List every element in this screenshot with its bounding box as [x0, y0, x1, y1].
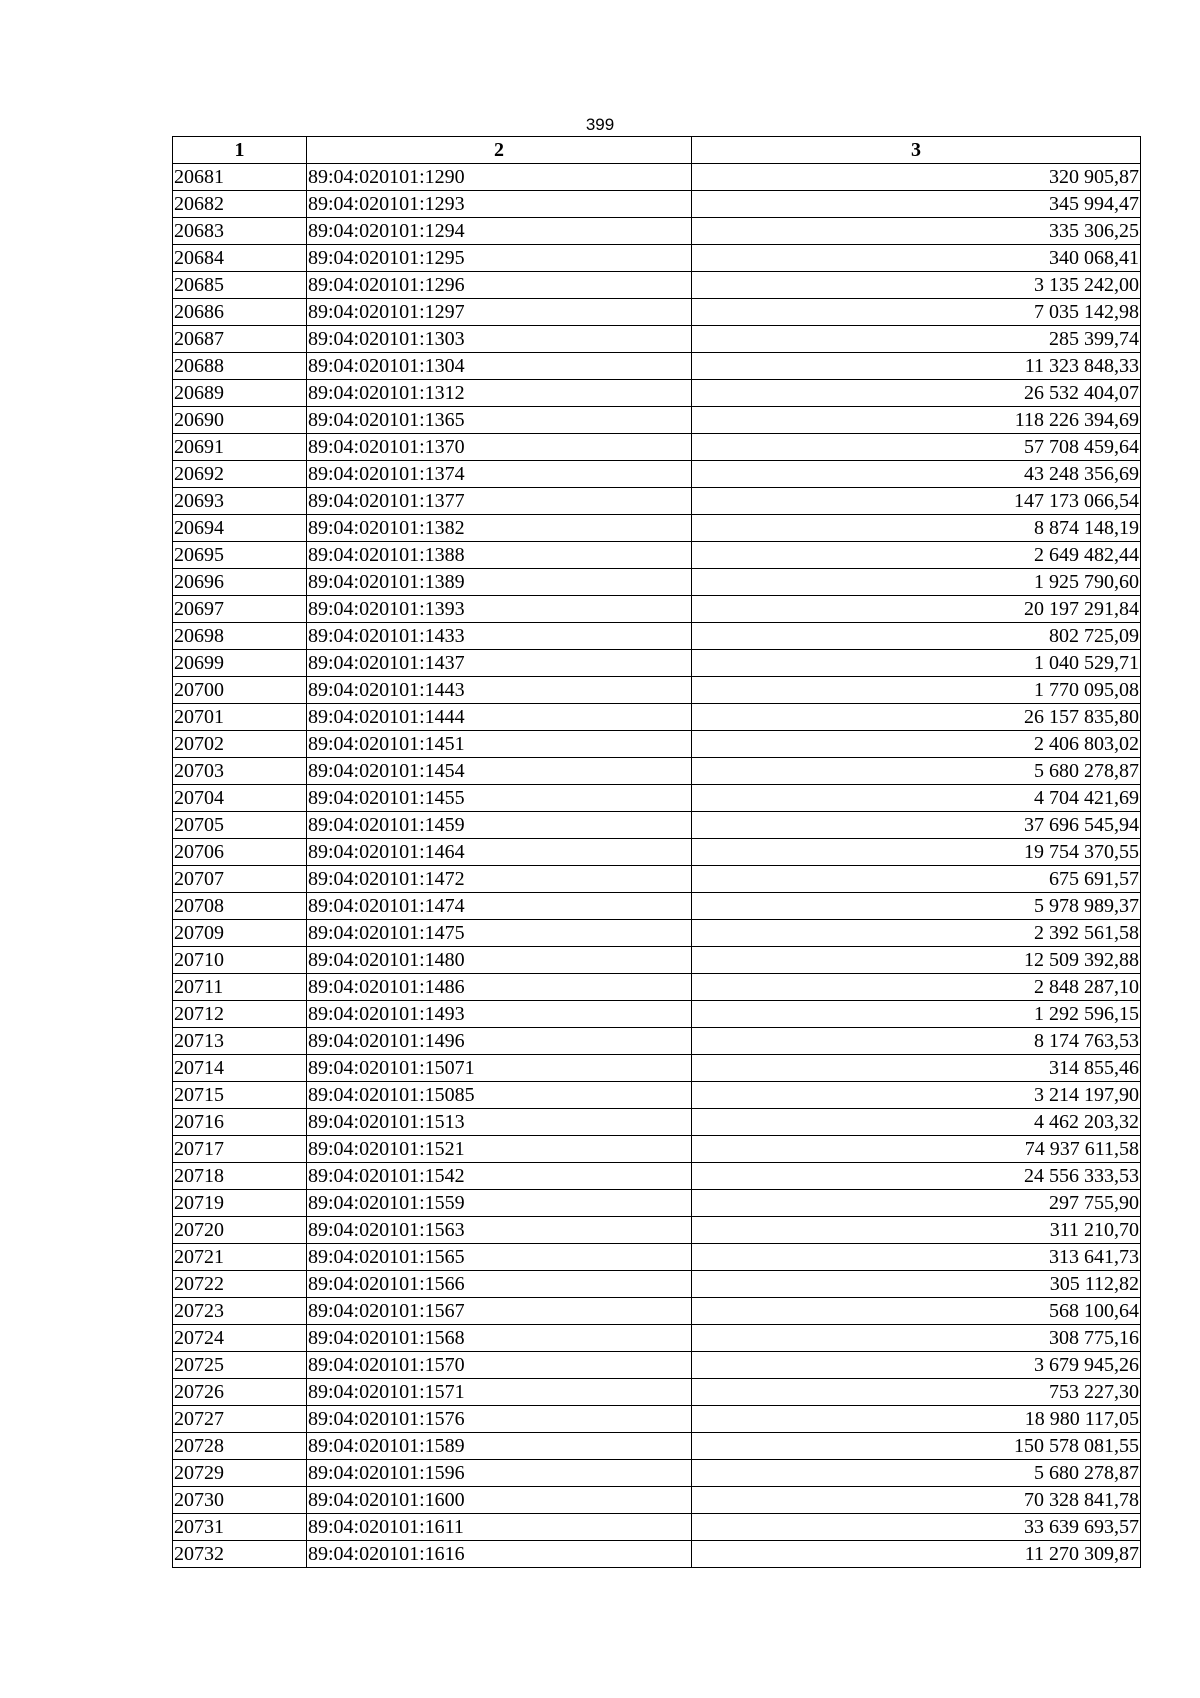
row-number-cell: 20684 — [173, 245, 307, 272]
value-cell: 1 925 790,60 — [692, 569, 1141, 596]
cadastral-number-cell: 89:04:020101:1596 — [307, 1460, 692, 1487]
row-number-cell: 20701 — [173, 704, 307, 731]
row-number-cell: 20703 — [173, 758, 307, 785]
table-row — [173, 1163, 1141, 1190]
row-number-cell: 20702 — [173, 731, 307, 758]
table-row — [173, 569, 1141, 596]
cadastral-number-cell: 89:04:020101:1459 — [307, 812, 692, 839]
table-row — [173, 542, 1141, 569]
cadastral-number-cell: 89:04:020101:1616 — [307, 1541, 692, 1568]
row-number-cell: 20682 — [173, 191, 307, 218]
table-row — [173, 218, 1141, 245]
table-row — [173, 245, 1141, 272]
cadastral-number-cell: 89:04:020101:1295 — [307, 245, 692, 272]
row-number-cell: 20728 — [173, 1433, 307, 1460]
value-cell: 12 509 392,88 — [692, 947, 1141, 974]
cadastral-number-cell: 89:04:020101:1370 — [307, 434, 692, 461]
row-number-cell: 20710 — [173, 947, 307, 974]
table-row — [173, 407, 1141, 434]
cadastral-number-cell: 89:04:020101:15071 — [307, 1055, 692, 1082]
table-row — [173, 1406, 1141, 1433]
row-number-cell: 20690 — [173, 407, 307, 434]
value-cell: 340 068,41 — [692, 245, 1141, 272]
table-row — [173, 1136, 1141, 1163]
table-row — [173, 839, 1141, 866]
row-number-cell: 20699 — [173, 650, 307, 677]
row-number-cell: 20729 — [173, 1460, 307, 1487]
value-cell: 37 696 545,94 — [692, 812, 1141, 839]
table-row — [173, 812, 1141, 839]
row-number-cell: 20683 — [173, 218, 307, 245]
value-cell: 1 040 529,71 — [692, 650, 1141, 677]
row-number-cell: 20725 — [173, 1352, 307, 1379]
row-number-cell: 20717 — [173, 1136, 307, 1163]
table-row — [173, 1217, 1141, 1244]
cadastral-number-cell: 89:04:020101:1611 — [307, 1514, 692, 1541]
row-number-cell: 20694 — [173, 515, 307, 542]
cadastral-number-cell: 89:04:020101:1389 — [307, 569, 692, 596]
row-number-cell: 20696 — [173, 569, 307, 596]
table-row — [173, 866, 1141, 893]
cadastral-number-cell: 89:04:020101:1393 — [307, 596, 692, 623]
value-cell: 3 135 242,00 — [692, 272, 1141, 299]
table-header-row — [173, 137, 1141, 164]
cadastral-number-cell: 89:04:020101:1365 — [307, 407, 692, 434]
cadastral-number-cell: 89:04:020101:1454 — [307, 758, 692, 785]
row-number-cell: 20724 — [173, 1325, 307, 1352]
cadastral-number-cell: 89:04:020101:15085 — [307, 1082, 692, 1109]
row-number-cell: 20704 — [173, 785, 307, 812]
table-row — [173, 650, 1141, 677]
value-cell: 18 980 117,05 — [692, 1406, 1141, 1433]
cadastral-number-cell: 89:04:020101:1464 — [307, 839, 692, 866]
row-number-cell: 20692 — [173, 461, 307, 488]
cadastral-number-cell: 89:04:020101:1566 — [307, 1271, 692, 1298]
table-body — [173, 164, 1141, 1568]
table-row — [173, 1433, 1141, 1460]
cadastral-number-cell: 89:04:020101:1600 — [307, 1487, 692, 1514]
cadastral-number-cell: 89:04:020101:1474 — [307, 893, 692, 920]
cadastral-number-cell: 89:04:020101:1513 — [307, 1109, 692, 1136]
value-cell: 4 462 203,32 — [692, 1109, 1141, 1136]
value-cell: 297 755,90 — [692, 1190, 1141, 1217]
value-cell: 5 680 278,87 — [692, 1460, 1141, 1487]
cadastral-number-cell: 89:04:020101:1475 — [307, 920, 692, 947]
table-row — [173, 353, 1141, 380]
row-number-cell: 20719 — [173, 1190, 307, 1217]
cadastral-number-cell: 89:04:020101:1472 — [307, 866, 692, 893]
value-cell: 2 392 561,58 — [692, 920, 1141, 947]
value-cell: 1 770 095,08 — [692, 677, 1141, 704]
value-cell: 11 270 309,87 — [692, 1541, 1141, 1568]
row-number-cell: 20689 — [173, 380, 307, 407]
cadastral-number-cell: 89:04:020101:1480 — [307, 947, 692, 974]
cadastral-number-cell: 89:04:020101:1568 — [307, 1325, 692, 1352]
table-row — [173, 1487, 1141, 1514]
row-number-cell: 20731 — [173, 1514, 307, 1541]
cadastral-number-cell: 89:04:020101:1294 — [307, 218, 692, 245]
cadastral-number-cell: 89:04:020101:1304 — [307, 353, 692, 380]
cadastral-number-cell: 89:04:020101:1377 — [307, 488, 692, 515]
value-cell: 311 210,70 — [692, 1217, 1141, 1244]
value-cell: 802 725,09 — [692, 623, 1141, 650]
value-cell: 2 848 287,10 — [692, 974, 1141, 1001]
row-number-cell: 20687 — [173, 326, 307, 353]
table-row — [173, 1298, 1141, 1325]
cadastral-number-cell: 89:04:020101:1382 — [307, 515, 692, 542]
cadastral-number-cell: 89:04:020101:1455 — [307, 785, 692, 812]
value-cell: 8 874 148,19 — [692, 515, 1141, 542]
table-row — [173, 1460, 1141, 1487]
value-cell: 7 035 142,98 — [692, 299, 1141, 326]
table-row — [173, 1028, 1141, 1055]
row-number-cell: 20726 — [173, 1379, 307, 1406]
table-row — [173, 1352, 1141, 1379]
row-number-cell: 20712 — [173, 1001, 307, 1028]
value-cell: 70 328 841,78 — [692, 1487, 1141, 1514]
table-row — [173, 380, 1141, 407]
row-number-cell: 20711 — [173, 974, 307, 1001]
cadastral-number-cell: 89:04:020101:1303 — [307, 326, 692, 353]
table-row — [173, 974, 1141, 1001]
value-cell: 345 994,47 — [692, 191, 1141, 218]
row-number-cell: 20714 — [173, 1055, 307, 1082]
value-cell: 5 978 989,37 — [692, 893, 1141, 920]
cadastral-number-cell: 89:04:020101:1486 — [307, 974, 692, 1001]
cadastral-number-cell: 89:04:020101:1589 — [307, 1433, 692, 1460]
data-table — [172, 136, 1141, 1568]
cadastral-number-cell: 89:04:020101:1567 — [307, 1298, 692, 1325]
row-number-cell: 20727 — [173, 1406, 307, 1433]
table-row — [173, 1244, 1141, 1271]
row-number-cell: 20691 — [173, 434, 307, 461]
table-row — [173, 1109, 1141, 1136]
table-row — [173, 461, 1141, 488]
cadastral-number-cell: 89:04:020101:1451 — [307, 731, 692, 758]
value-cell: 308 775,16 — [692, 1325, 1141, 1352]
value-cell: 3 679 945,26 — [692, 1352, 1141, 1379]
cadastral-number-cell: 89:04:020101:1437 — [307, 650, 692, 677]
table-row — [173, 272, 1141, 299]
table-row — [173, 704, 1141, 731]
value-cell: 11 323 848,33 — [692, 353, 1141, 380]
row-number-cell: 20681 — [173, 164, 307, 191]
table-row — [173, 434, 1141, 461]
value-cell: 147 173 066,54 — [692, 488, 1141, 515]
table-row — [173, 1001, 1141, 1028]
cadastral-number-cell: 89:04:020101:1296 — [307, 272, 692, 299]
cadastral-number-cell: 89:04:020101:1565 — [307, 1244, 692, 1271]
table-row — [173, 1190, 1141, 1217]
cadastral-number-cell: 89:04:020101:1576 — [307, 1406, 692, 1433]
table-row — [173, 785, 1141, 812]
row-number-cell: 20709 — [173, 920, 307, 947]
value-cell: 2 649 482,44 — [692, 542, 1141, 569]
table-row — [173, 731, 1141, 758]
table-row — [173, 758, 1141, 785]
cadastral-number-cell: 89:04:020101:1444 — [307, 704, 692, 731]
row-number-cell: 20716 — [173, 1109, 307, 1136]
table-row — [173, 1541, 1141, 1568]
cadastral-number-cell: 89:04:020101:1374 — [307, 461, 692, 488]
table-row — [173, 515, 1141, 542]
value-cell: 57 708 459,64 — [692, 434, 1141, 461]
cadastral-number-cell: 89:04:020101:1293 — [307, 191, 692, 218]
value-cell: 20 197 291,84 — [692, 596, 1141, 623]
value-cell: 19 754 370,55 — [692, 839, 1141, 866]
value-cell: 26 532 404,07 — [692, 380, 1141, 407]
cadastral-number-cell: 89:04:020101:1559 — [307, 1190, 692, 1217]
row-number-cell: 20708 — [173, 893, 307, 920]
table-row — [173, 1325, 1141, 1352]
table-row — [173, 164, 1141, 191]
row-number-cell: 20686 — [173, 299, 307, 326]
table-row — [173, 1514, 1141, 1541]
row-number-cell: 20685 — [173, 272, 307, 299]
row-number-cell: 20722 — [173, 1271, 307, 1298]
value-cell: 150 578 081,55 — [692, 1433, 1141, 1460]
row-number-cell: 20730 — [173, 1487, 307, 1514]
row-number-cell: 20718 — [173, 1163, 307, 1190]
row-number-cell: 20698 — [173, 623, 307, 650]
cadastral-number-cell: 89:04:020101:1521 — [307, 1136, 692, 1163]
value-cell: 3 214 197,90 — [692, 1082, 1141, 1109]
value-cell: 320 905,87 — [692, 164, 1141, 191]
table-row — [173, 947, 1141, 974]
cadastral-number-cell: 89:04:020101:1290 — [307, 164, 692, 191]
value-cell: 118 226 394,69 — [692, 407, 1141, 434]
cadastral-number-cell: 89:04:020101:1570 — [307, 1352, 692, 1379]
table-row — [173, 326, 1141, 353]
row-number-cell: 20707 — [173, 866, 307, 893]
cadastral-number-cell: 89:04:020101:1312 — [307, 380, 692, 407]
table-row — [173, 596, 1141, 623]
row-number-cell: 20723 — [173, 1298, 307, 1325]
value-cell: 753 227,30 — [692, 1379, 1141, 1406]
value-cell: 675 691,57 — [692, 866, 1141, 893]
column-header-2: 2 — [307, 137, 692, 164]
value-cell: 313 641,73 — [692, 1244, 1141, 1271]
row-number-cell: 20705 — [173, 812, 307, 839]
row-number-cell: 20697 — [173, 596, 307, 623]
row-number-cell: 20720 — [173, 1217, 307, 1244]
cadastral-number-cell: 89:04:020101:1542 — [307, 1163, 692, 1190]
row-number-cell: 20695 — [173, 542, 307, 569]
value-cell: 5 680 278,87 — [692, 758, 1141, 785]
column-header-1: 1 — [173, 137, 307, 164]
value-cell: 1 292 596,15 — [692, 1001, 1141, 1028]
cadastral-number-cell: 89:04:020101:1297 — [307, 299, 692, 326]
cadastral-number-cell: 89:04:020101:1493 — [307, 1001, 692, 1028]
value-cell: 2 406 803,02 — [692, 731, 1141, 758]
table-row — [173, 677, 1141, 704]
table-row — [173, 299, 1141, 326]
row-number-cell: 20693 — [173, 488, 307, 515]
row-number-cell: 20732 — [173, 1541, 307, 1568]
row-number-cell: 20721 — [173, 1244, 307, 1271]
table-row — [173, 1379, 1141, 1406]
value-cell: 285 399,74 — [692, 326, 1141, 353]
value-cell: 568 100,64 — [692, 1298, 1141, 1325]
table-row — [173, 623, 1141, 650]
cadastral-number-cell: 89:04:020101:1496 — [307, 1028, 692, 1055]
page-number: 399 — [585, 115, 615, 134]
row-number-cell: 20715 — [173, 1082, 307, 1109]
table-row — [173, 893, 1141, 920]
value-cell: 26 157 835,80 — [692, 704, 1141, 731]
cadastral-number-cell: 89:04:020101:1563 — [307, 1217, 692, 1244]
table-row — [173, 1055, 1141, 1082]
table-row — [173, 1271, 1141, 1298]
table-row — [173, 191, 1141, 218]
value-cell: 314 855,46 — [692, 1055, 1141, 1082]
value-cell: 8 174 763,53 — [692, 1028, 1141, 1055]
cadastral-number-cell: 89:04:020101:1388 — [307, 542, 692, 569]
row-number-cell: 20700 — [173, 677, 307, 704]
value-cell: 4 704 421,69 — [692, 785, 1141, 812]
row-number-cell: 20706 — [173, 839, 307, 866]
value-cell: 335 306,25 — [692, 218, 1141, 245]
value-cell: 33 639 693,57 — [692, 1514, 1141, 1541]
cadastral-number-cell: 89:04:020101:1433 — [307, 623, 692, 650]
value-cell: 43 248 356,69 — [692, 461, 1141, 488]
row-number-cell: 20688 — [173, 353, 307, 380]
cadastral-number-cell: 89:04:020101:1571 — [307, 1379, 692, 1406]
value-cell: 24 556 333,53 — [692, 1163, 1141, 1190]
cadastral-number-cell: 89:04:020101:1443 — [307, 677, 692, 704]
table-row — [173, 920, 1141, 947]
value-cell: 74 937 611,58 — [692, 1136, 1141, 1163]
row-number-cell: 20713 — [173, 1028, 307, 1055]
table-row — [173, 488, 1141, 515]
value-cell: 305 112,82 — [692, 1271, 1141, 1298]
table-row — [173, 1082, 1141, 1109]
column-header-3: 3 — [692, 137, 1141, 164]
